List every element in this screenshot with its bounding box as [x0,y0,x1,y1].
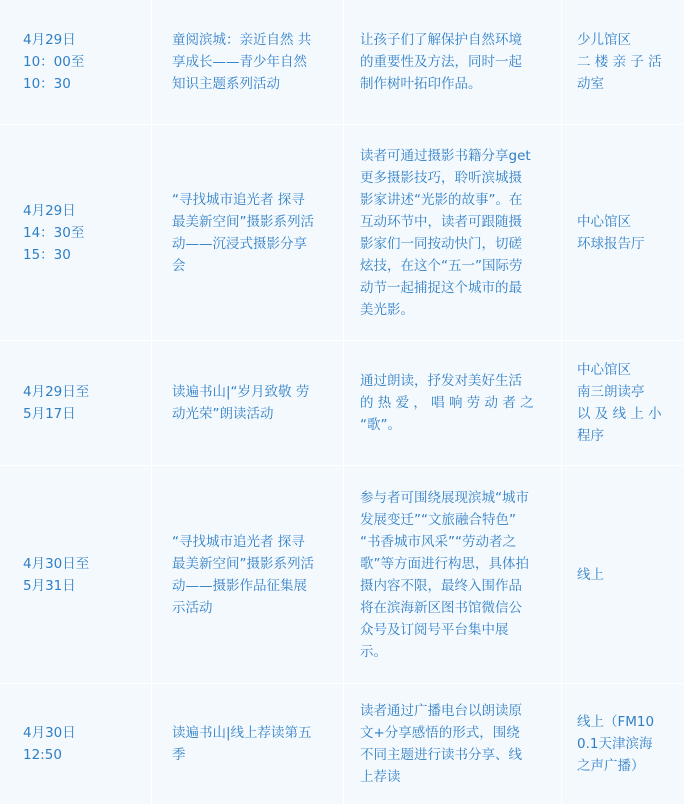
table-row [0,341,684,465]
activity-description-cell [360,125,548,340]
date-text: 4月29日 10：00至 10：30 [23,32,85,92]
activity-description-cell [360,466,548,683]
activity-description-cell [360,0,548,124]
activity-name-text: “寻找城市追光者 探寻 最美新空间”摄影系列活 动——沉浸式摄影分享 会 [172,191,314,274]
location-cell [577,0,669,124]
date-cell [23,0,143,124]
date-cell [23,684,143,804]
date-text: 4月29日至 5月17日 [23,384,90,422]
activity-name-text: 读遍书山|“岁月致敬 劳 动光荣”朗读活动 [172,384,310,422]
activity-name-cell [172,125,334,340]
location-text: 中心馆区 环球报告厅 [577,213,645,252]
activity-description-text: 参与者可围绕展现滨城“城市 发展变迁”“文旅融合特色” “书香城市风采”“劳动者之 歌”等方面进行构思，具体拍 摄内容不限，最终入围作品 将在滨海新区图书馆微信公 众号及订阅号平台集中展 示。 [360,489,529,660]
date-text: 4月29日 14：30至 15：30 [23,202,85,263]
activity-description-text: 通过朗读，抒发对美好生活 的 热 爱 ， 唱 响 劳 动 者 之 “歌”。 [360,373,534,433]
table-row [0,125,684,340]
activity-description-text: 读者可通过摄影书籍分享get 更多摄影技巧，聆听滨城摄 影家讲述“光影的故事”。在 互动环节中，读者可跟随摄 影家们一同按动快门，切磋 炫技，在这个“五一”国际劳 动节一起捕捉这个城市的最 美光影。 [360,147,531,318]
activity-name-cell [172,466,334,683]
activity-description-cell [360,684,548,804]
date-cell [23,341,143,465]
activity-name-text: 童阅滨城：亲近自然 共 享成长——青少年自然 知识主题系列活动 [172,32,312,92]
date-cell [23,466,143,683]
location-text: 线上（FM10 0.1天津滨海 之声广播） [577,714,655,774]
table-row [0,0,684,124]
location-text: 中心馆区 南三朗读亭 以 及 线 上 小 程序 [577,362,662,444]
table-row [0,466,684,683]
date-text: 4月30日至 5月31日 [23,555,90,594]
location-cell [577,125,669,340]
date-text: 4月30日 12:50 [23,725,76,763]
location-text: 少儿馆区 二 楼 亲 子 活 动室 [577,32,662,92]
activity-name-text: 读遍书山|线上荐读第五 季 [172,725,312,763]
location-cell [577,466,669,683]
activity-name-text: “寻找城市追光者 探寻 最美新空间”摄影系列活 动——摄影作品征集展 示活动 [172,533,314,616]
activity-description-cell [360,341,548,465]
date-cell [23,125,143,340]
activity-name-cell [172,0,334,124]
activity-description-text: 读者通过广播电台以朗读原 文+分享感悟的形式，围绕 不同主题进行读书分享、线 上荐读 [360,703,522,785]
location-cell [577,341,669,465]
activity-description-text: 让孩子们了解保护自然环境 的重要性及方法，同时一起 制作树叶拓印作品。 [360,32,522,92]
table-row [0,684,684,804]
location-text: 线上 [577,566,604,583]
activity-name-cell [172,341,334,465]
location-cell [577,684,669,804]
activity-name-cell [172,684,334,804]
